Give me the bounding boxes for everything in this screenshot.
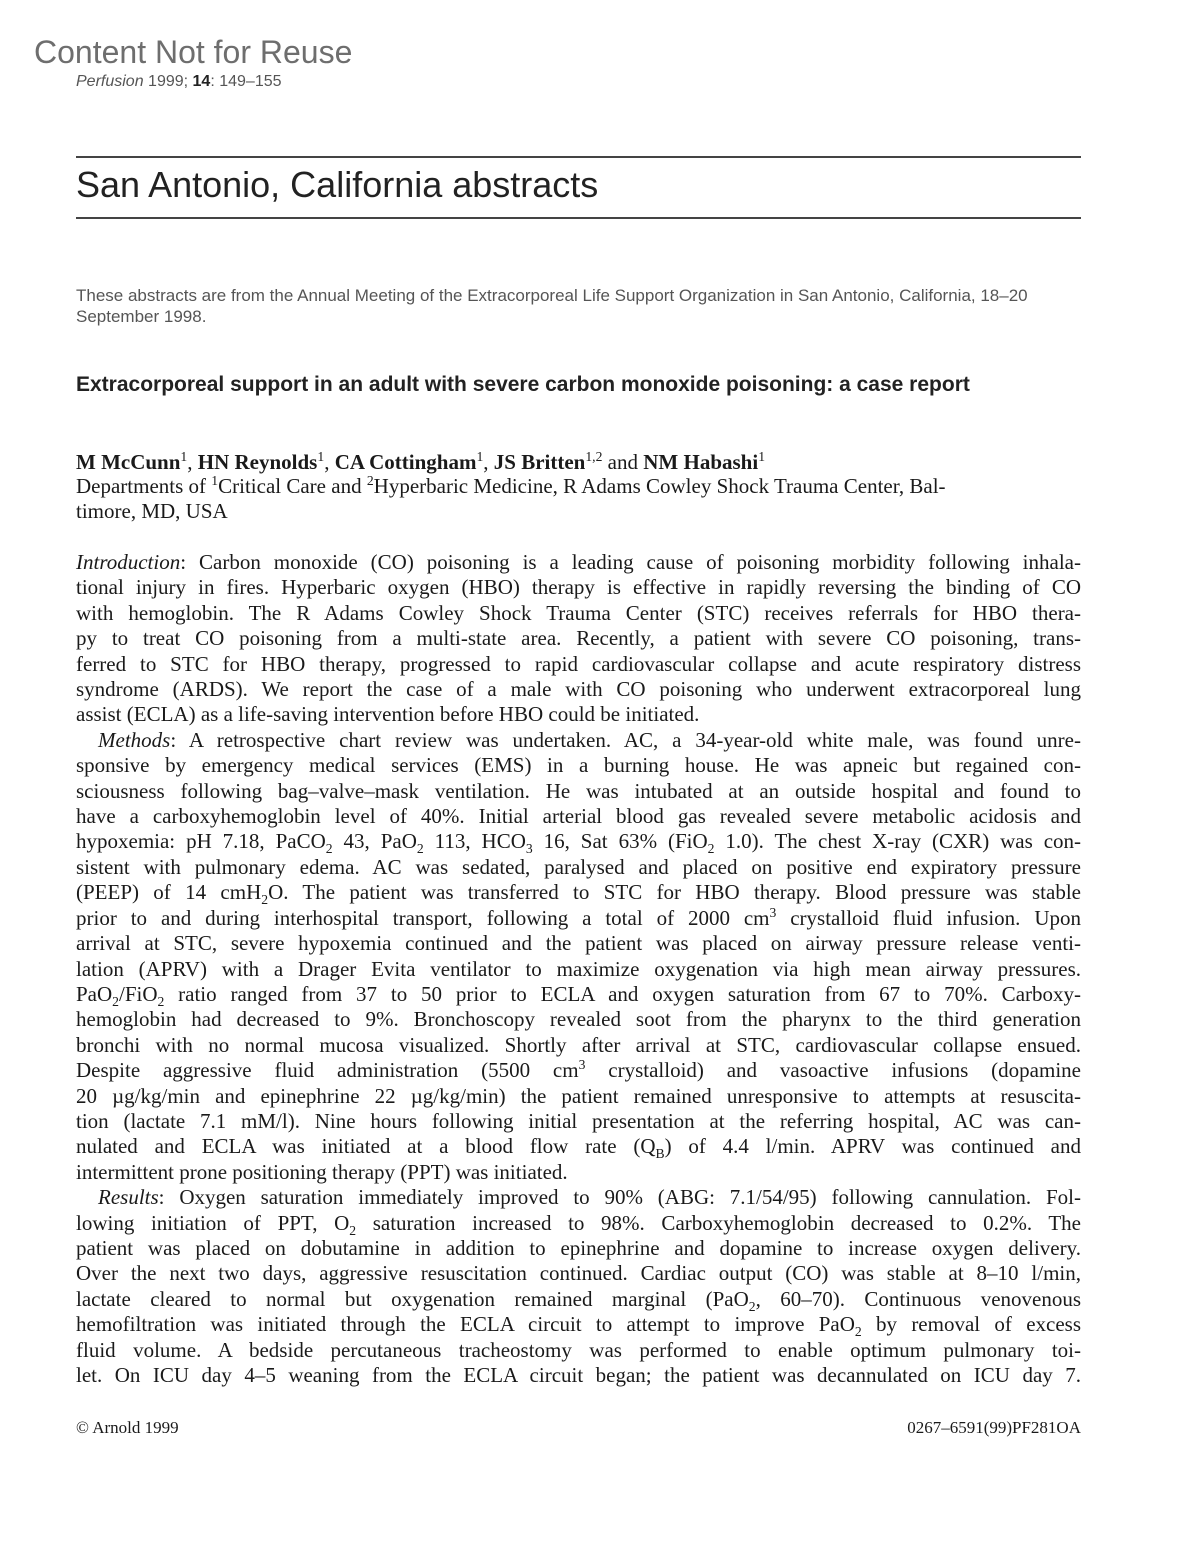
text-line: with hemoglobin. The R Adams Cowley Shock Trauma Center (STC) receives referrals for HBO thera-: [76, 600, 1081, 625]
text-segment: ,: [324, 450, 335, 474]
text-segment: 43, PaO: [332, 829, 417, 854]
author-name: CA Cottingham: [334, 450, 477, 474]
text-line: lation (APRV) with a Drager Evita ventilator to maximize oxygenation via high mean airway pressures.: [76, 956, 1081, 981]
text-segment: ,: [187, 450, 198, 474]
text-line: sistent with pulmonary edema. AC was sedated, paralysed and placed on positive end expiratory pressure: [76, 854, 1081, 879]
text-line: patient was placed on dobutamine in addition to epinephrine and dopamine to increase oxygen delivery.: [76, 1235, 1081, 1260]
text-segment: ,: [483, 450, 494, 474]
text-segment: lowing initiation of PPT, O: [76, 1210, 350, 1235]
text-segment: 1: [317, 449, 325, 464]
text-segment: Despite aggressive fluid administration (5500 cm: [76, 1058, 579, 1083]
author-list: [76, 450, 1081, 475]
text-segment: timore, MD, USA: [76, 499, 228, 523]
text-segment: saturation increased to 98%. Carboxyhemoglobin decreased to 0.2%. The: [356, 1210, 1081, 1235]
text-segment: Hyperbaric Medicine, R Adams Cowley Shock Trauma Center, Bal-: [373, 474, 946, 498]
text-line: hemoglobin had decreased to 9%. Bronchoscopy revealed soot from the pharynx to the third generation: [76, 1007, 1081, 1032]
text-segment: O. The patient was transferred to STC for HBO therapy. Blood pressure was stable: [268, 880, 1081, 905]
text-segment: 2: [157, 994, 165, 1010]
affiliation-line: [76, 474, 1081, 499]
text-segment: 2: [366, 473, 374, 488]
abstract-title: Extracorporeal support in an adult with severe carbon monoxide poisoning: a case report: [76, 373, 970, 396]
text-segment: 2: [854, 1324, 862, 1340]
text-segment: : Oxygen saturation immediately improved to 90% (ABG: 7.1/54/95) following cannulation. Fol-: [158, 1185, 1081, 1210]
text-line: [76, 981, 1081, 1010]
bottom-rule: [76, 217, 1081, 219]
text-segment: 2: [261, 892, 269, 908]
section-heading: Methods: [98, 727, 171, 752]
page-title: San Antonio, California abstracts: [76, 164, 599, 205]
text-line: let. On ICU day 4–5 weaning from the ECLA circuit began; the patient was decannulated on ICU day 7.: [76, 1363, 1081, 1387]
text-line: [76, 1185, 1081, 1210]
text-line: have a carboxyhemoglobin level of 40%. Initial arterial blood gas revealed severe metabolic acidosis and: [76, 804, 1081, 829]
text-line: ferred to STC for HBO therapy, progressed to rapid cardiovascular collapse and acute respiratory distress: [76, 651, 1081, 676]
text-line: bronchi with no normal mucosa visualized. Shortly after arrival at STC, cardiovascular collapse ensued.: [76, 1032, 1081, 1057]
text-segment: 1,2: [585, 449, 603, 464]
text-line: arrival at STC, severe hypoxemia continued and the patient was placed on airway pressure release venti-: [76, 931, 1081, 956]
text-segment: PaO: [76, 981, 113, 1006]
text-segment: 1: [758, 449, 766, 464]
text-line: [76, 1312, 1082, 1340]
text-segment: 2: [349, 1222, 357, 1238]
text-line: py to treat CO poisoning from a multi-state area. Recently, a patient with severe CO poisoning, trans-: [76, 626, 1081, 651]
author-name: JS Britten: [493, 450, 586, 474]
text-segment: 1: [476, 449, 484, 464]
watermark: Content Not for Reuse: [34, 34, 353, 70]
text-line: sciousness following bag–valve–mask ventilation. He was intubated at an outside hospital and found to: [76, 778, 1081, 803]
text-line: [76, 728, 1081, 753]
journal-citation: [76, 73, 282, 91]
text-line: [76, 906, 1081, 931]
text-segment: 2: [707, 841, 715, 857]
section-heading: Introduction: [76, 550, 181, 574]
text-segment: (PEEP) of 14 cmH: [76, 880, 262, 905]
text-segment: 1: [211, 473, 219, 488]
text-line: [76, 829, 1082, 857]
text-segment: crystalloid fluid infusion. Upon: [776, 905, 1081, 930]
text-line: Over the next two days, aggressive resuscitation continued. Cardiac output (CO) was stable at 8–10 l/min,: [76, 1261, 1081, 1286]
text-segment: Departments of: [76, 474, 212, 498]
text-segment: hypoxemia: pH 7.18, PaCO: [76, 829, 326, 854]
text-segment: 1.0). The chest X-ray (CXR) was con-: [714, 829, 1082, 854]
text-segment: by removal of excess: [861, 1312, 1082, 1337]
text-line: tional injury in fires. Hyperbaric oxygen (HBO) therapy is effective in rapidly reversing the binding of CO: [76, 575, 1081, 600]
text-line: [76, 1134, 1081, 1162]
text-segment: 3: [578, 1057, 586, 1073]
text-segment: /FiO: [119, 981, 158, 1006]
copyright-notice: © Arnold 1999: [76, 1418, 179, 1437]
text-segment: 2: [416, 841, 424, 857]
abstract-body: [76, 550, 1081, 1388]
text-segment: and: [602, 450, 644, 474]
article-code: 0267–6591(99)PF281OA: [907, 1418, 1081, 1437]
text-segment: crystalloid) and vasoactive infusions (dopamine: [585, 1058, 1081, 1083]
author-name: NM Habashi: [643, 450, 759, 474]
text-line: 20 µg/kg/min and epinephrine 22 µg/kg/min) the patient remained unresponsive to attempts at resuscita-: [76, 1083, 1081, 1108]
text-segment: 3: [525, 841, 533, 857]
text-line: [76, 1211, 1081, 1236]
text-segment: 2: [112, 994, 119, 1010]
text-segment: 1: [180, 449, 188, 464]
affiliation-line: [76, 499, 1081, 524]
text-segment: hemofiltration was initiated through the ECLA circuit to attempt to improve PaO: [76, 1312, 855, 1337]
author-name: HN Reynolds: [197, 450, 318, 474]
text-line: assist (ECLA) as a life-saving intervention before HBO could be initiated.: [76, 702, 700, 727]
text-segment: 16, Sat 63% (FiO: [532, 829, 708, 854]
text-segment: prior to and during interhospital transport, following a total of 2000 cm: [76, 905, 770, 930]
text-segment: 2: [748, 1298, 756, 1314]
text-segment: : A retrospective chart review was undertaken. AC, a 34-year-old white male, was found unre-: [170, 727, 1081, 752]
text-segment: nulated and ECLA was initiated at a blood flow rate (Q: [76, 1134, 656, 1159]
top-rule: [76, 156, 1081, 158]
text-segment: : Carbon monoxide (CO) poisoning is a leading cause of poisoning morbidity following inhala-: [180, 550, 1081, 574]
author-name: M McCunn: [76, 450, 181, 474]
text-line: tion (lactate 7.1 mM/l). Nine hours following initial presentation at the referring hospital, AC was can-: [76, 1108, 1081, 1133]
text-segment: Critical Care and: [218, 474, 367, 498]
text-line: [76, 1058, 1081, 1083]
text-segment: B: [655, 1146, 665, 1162]
text-segment: 3: [769, 904, 777, 920]
text-line: sponsive by emergency medical services (EMS) in a burning house. He was apneic but regained con-: [76, 753, 1081, 778]
text-line: [76, 1287, 1081, 1312]
citation-volume: 14: [192, 73, 211, 90]
text-segment: 113, HCO: [423, 829, 526, 854]
journal-name: Perfusion: [76, 73, 144, 90]
affiliation: [76, 474, 1081, 524]
text-segment: ratio ranged from 37 to 50 prior to ECLA and oxygen saturation from 67 to 70%. Carboxy-: [164, 981, 1081, 1006]
text-line: [76, 880, 1081, 908]
text-line: intermittent prone positioning therapy (PPT) was initiated.: [76, 1159, 568, 1184]
text-line: syndrome (ARDS). We report the case of a male with CO poisoning who underwent extracorporeal lung: [76, 677, 1081, 702]
citation-year: 1999;: [143, 73, 193, 90]
text-line: fluid volume. A bedside percutaneous tracheostomy was performed to enable optimum pulmonary toi-: [76, 1337, 1081, 1362]
section-heading: Results: [98, 1185, 159, 1210]
text-line: [76, 550, 1081, 575]
citation-pages: : 149–155: [210, 73, 282, 90]
intro-note: These abstracts are from the Annual Meeting of the Extracorporeal Life Support Organization in San Antonio, California, 18–20 September 1998.: [76, 286, 1028, 326]
text-segment: ) of 4.4 l/min. APRV was continued and: [664, 1134, 1081, 1159]
text-segment: lactate cleared to normal but oxygenation remained marginal (PaO: [76, 1286, 749, 1311]
text-segment: , 60–70). Continuous venovenous: [755, 1286, 1082, 1311]
text-segment: 2: [325, 841, 333, 857]
